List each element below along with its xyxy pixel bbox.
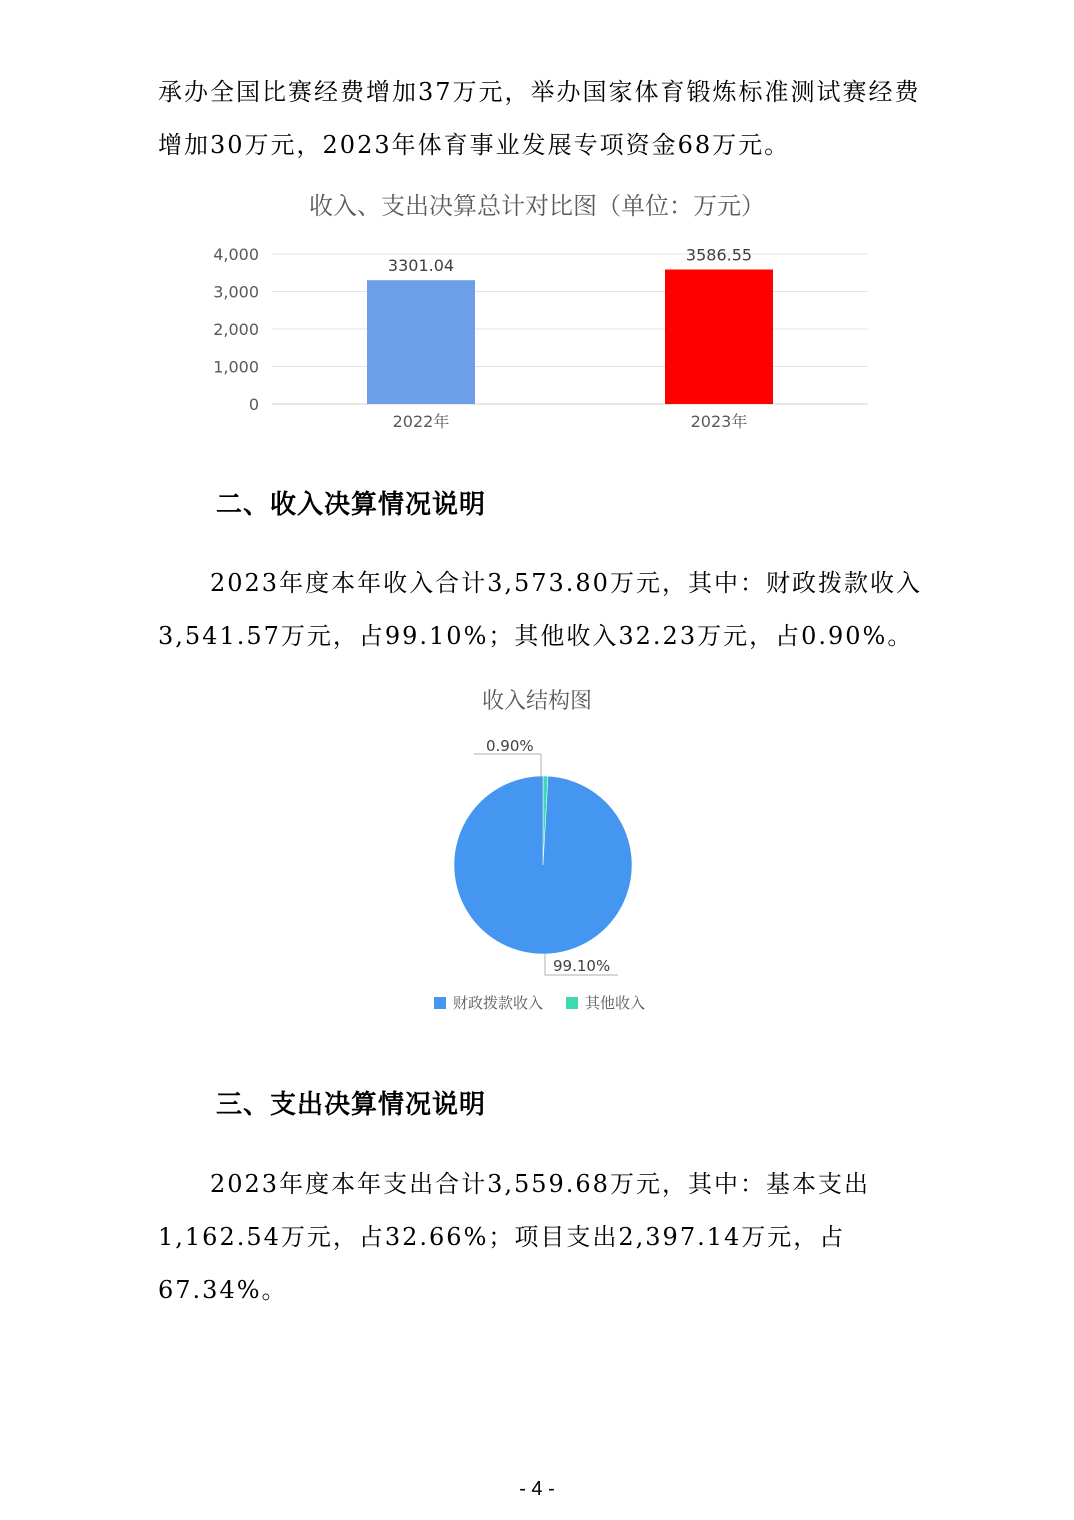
- legend-swatch: [566, 997, 578, 1009]
- bar-value-label: 3586.55: [685, 245, 753, 265]
- pie-leader-line: [474, 754, 541, 776]
- pie-data-label: 0.90%: [486, 737, 534, 755]
- bar: [367, 280, 475, 404]
- x-tick-label: 2022年: [392, 412, 450, 431]
- bar-chart-title: 收入、支出决算总计对比图（单位：万元）: [309, 192, 765, 220]
- y-tick-label: 3,000: [213, 282, 259, 302]
- legend-label: 财政拨款收入: [453, 994, 544, 1012]
- pie-chart: [434, 737, 645, 1012]
- pie-data-label: 99.10%: [553, 957, 611, 975]
- x-tick-label: 2023年: [690, 412, 748, 431]
- heading-expenditure: 三、支出决算情况说明: [216, 1090, 487, 1120]
- pie-slice: [454, 776, 632, 954]
- paragraph-income-summary: 2023年度本年收入合计3,573.80万元，其中：财政拨款收入3,541.57万元，占99.10%；其他收入32.23万元，占0.90%。: [158, 569, 922, 650]
- paragraph-funding-increase: 承办全国比赛经费增加37万元，举办国家体育锻炼标准测试赛经费增加30万元，2023年体育事业发展专项资金68万元。: [158, 78, 921, 159]
- pie-chart-title: 收入结构图: [481, 689, 592, 714]
- bar-chart: [213, 245, 868, 431]
- page-number: - 4 -: [519, 1478, 555, 1500]
- y-tick-label: 0: [248, 395, 259, 414]
- y-tick-label: 2,000: [213, 320, 259, 339]
- y-tick-label: 1,000: [213, 357, 259, 377]
- bar-value-label: 3301.04: [387, 256, 455, 276]
- y-tick-label: 4,000: [213, 245, 259, 264]
- heading-income: 二、收入决算情况说明: [216, 490, 487, 520]
- legend-swatch: [434, 997, 446, 1009]
- paragraph-expenditure-summary: 2023年度本年支出合计3,559.68万元，其中：基本支出1,162.54万元，占32.66%；项目支出2,397.14万元，占67.34%。: [158, 1170, 870, 1304]
- legend-label: 其他收入: [585, 994, 646, 1012]
- bar: [665, 270, 773, 404]
